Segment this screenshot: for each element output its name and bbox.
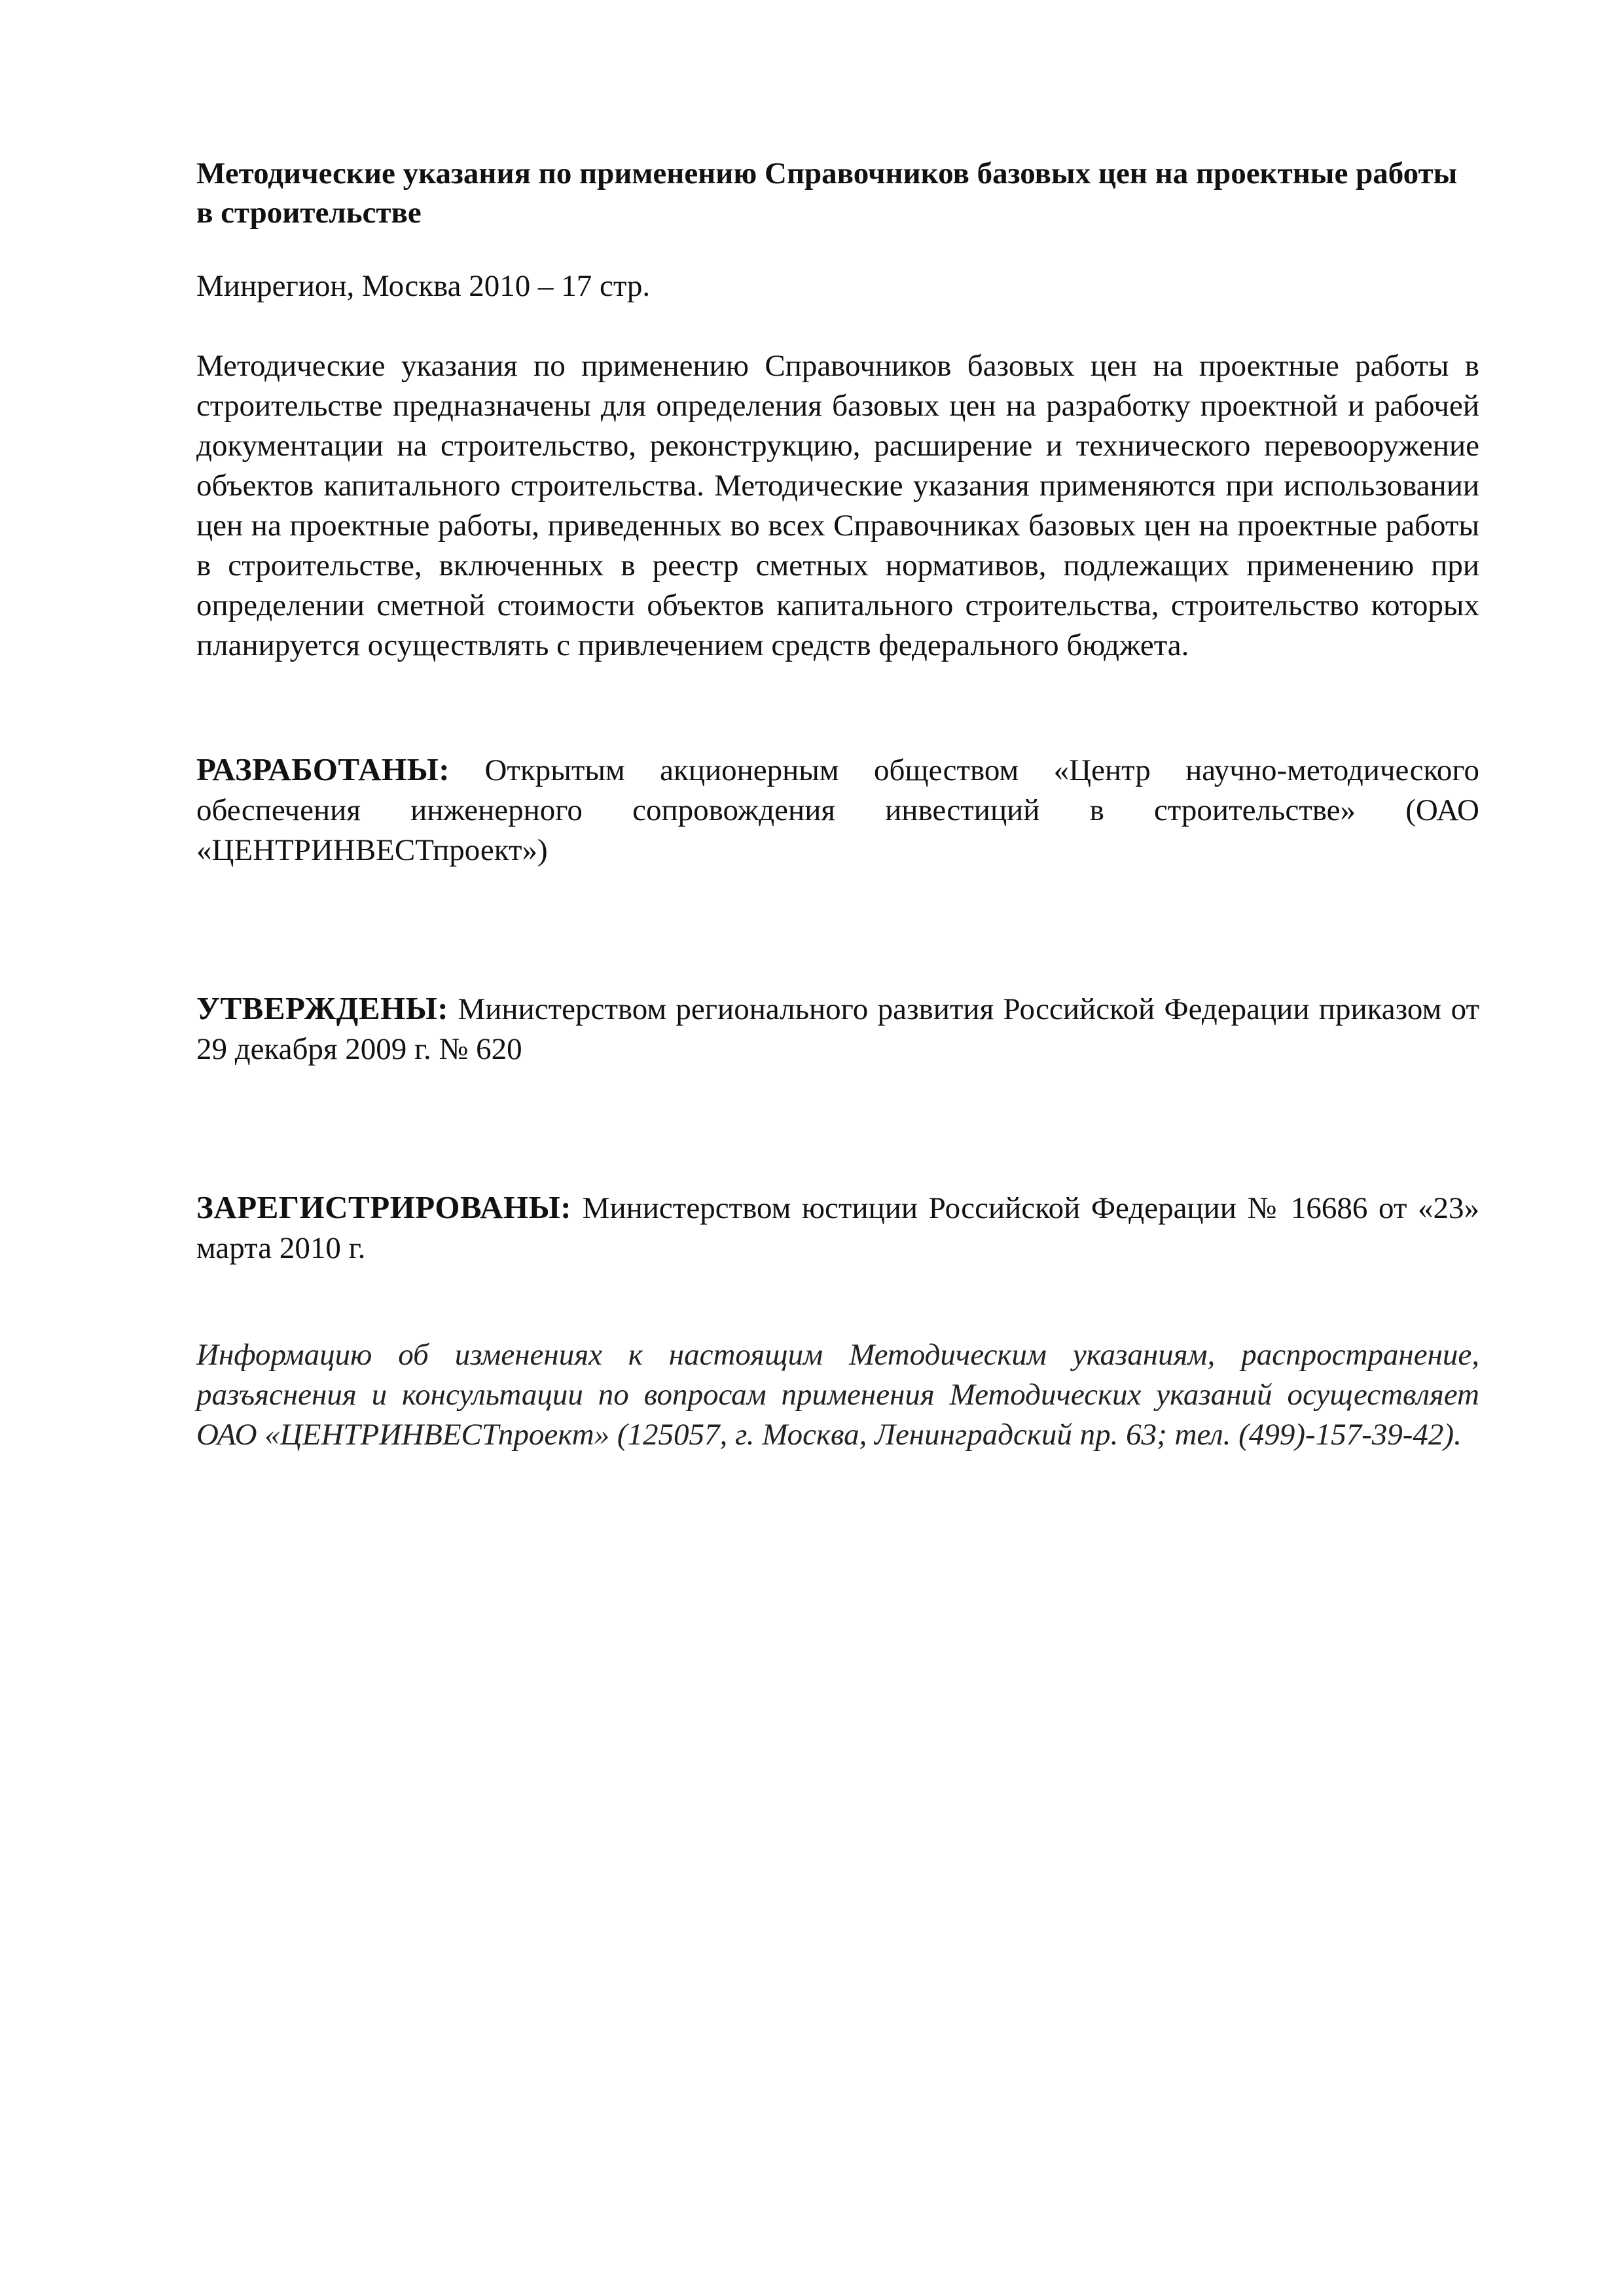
registered-block	[196, 1187, 1479, 1268]
developed-text: Открытым акционерным обществом «Центр научно-методического обеспечения инженерного сопровождения инвестиций в строительстве» (ОАО «ЦЕНТРИНВЕСТпроект»)	[196, 753, 1479, 867]
abstract-paragraph: Методические указания по применению Справочников базовых цен на проектные работы в строительстве предназначены для определения базовых цен на разработку проектной и рабочей документации на строительство, реконструкцию, расширение и технического перевооружение объектов капитального строительства. Методические указания применяются при использовании цен на проектные работы, приведенных во всех Справочниках базовых цен на проектные работы в строительстве, включенных в реестр сметных нормативов, подлежащих применению при определении сметной стоимости объектов капитального строительства, строительство которых планируется осуществлять с привлечением средств федерального бюджета.	[196, 349, 1479, 662]
approved-label: УТВЕРЖДЕНЫ:	[196, 990, 449, 1026]
developed-label: РАЗРАБОТАНЫ:	[196, 751, 450, 787]
document-content	[196, 154, 1479, 1455]
info-note: Информацию об изменениях к настоящим Методическим указаниям, распространение, разъяснения и консультации по вопросам применения Методических указаний осуществляет ОАО «ЦЕНТРИНВЕСТпроект» (125057, г. Москва, Ленинградский пр. 63; тел. (499)-157-39-42).	[196, 1338, 1479, 1452]
registered-text: Министерством юстиции Российской Федерации № 16686 от «23» марта 2010 г.	[196, 1191, 1479, 1265]
developed-block	[196, 749, 1479, 870]
document-title: Методические указания по применению Справочников базовых цен на проектные работы в строительстве	[196, 156, 1458, 230]
approved-block	[196, 988, 1479, 1069]
approved-text: Министерством регионального развития Российской Федерации приказом от 29 декабря 2009 г. № 620	[196, 992, 1479, 1066]
registered-label: ЗАРЕГИСТРИРОВАНЫ:	[196, 1189, 572, 1225]
publisher-line: Минрегион, Москва 2010 – 17 стр.	[196, 269, 651, 303]
